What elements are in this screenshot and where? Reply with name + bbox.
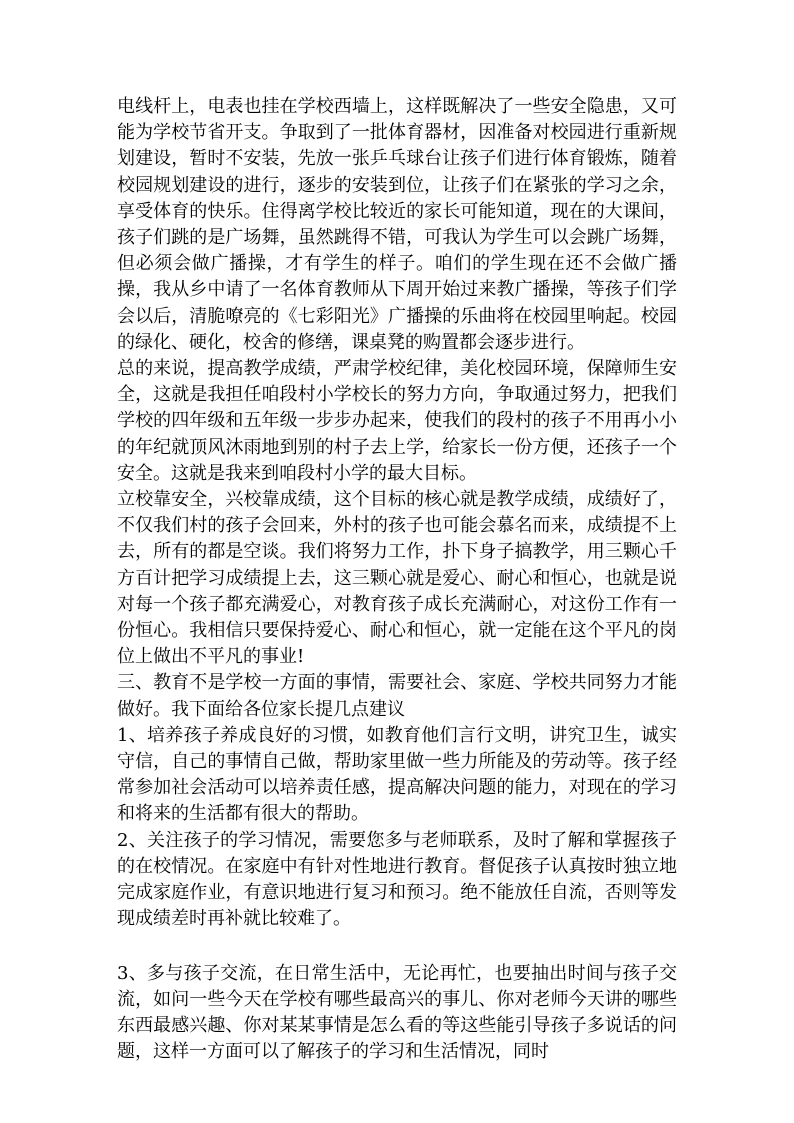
paragraph-suggestion-2: 2、关注孩子的学习情况，需要您多与老师联系，及时了解和掌握孩子的在校情况。在家庭中有针对性地进行教育。督促孩子认真按时独立地完成家庭作业，有意识地进行复习和预习。绝不能放任自流，否则等发现成绩差时再补就比较难了。 <box>117 829 677 930</box>
blank-line <box>117 933 677 961</box>
paragraph-three-hearts: 立校靠安全，兴校靠成绩，这个目标的核心就是教学成绩，成绩好了，不仅我们村的孩子会回来，外村的孩子也可能会慕名而来，成绩提不上去，所有的都是空谈。我们将努力工作，扑下身子搞教学，用三颗心千方百计把学习成绩提上去，这三颗心就是爱心、耐心和恒心，也就是说对每一个孩子都充满爱心，对教育孩子成长充满耐心，对这份工作有一份恒心。我相信只要保持爱心、耐心和恒心，就一定能在这个平凡的岗位上做出不平凡的事业! <box>117 489 677 668</box>
paragraph-school-facilities: 电线杆上，电表也挂在学校西墙上，这样既解决了一些安全隐患，又可能为学校节省开支。争取到了一批体育器材，因准备对校园进行重新规划建设，暂时不安装，先放一张乒乓球台让孩子们进行体育锻炼，随着校园规划建设的进行，逐步的安装到位，让孩子们在紧张的学习之余，享受体育的快乐。住得离学校比较近的家长可能知道，现在的大课间，孩子们跳的是广场舞，虽然跳得不错，可我认为学生可以会跳广场舞，但必须会做广播操，才有学生的样子。咱们的学生现在还不会做广播操，我从乡中请了一名体育教师从下周开始过来教广播操，等孩子们学会以后，清脆嘹亮的《七彩阳光》广播操的乐曲将在校园里响起。校园的绿化、硬化，校舍的修缮，课桌凳的购置都会逐步进行。 <box>117 96 677 353</box>
paragraph-suggestion-1: 1、培养孩子养成良好的习惯，如教育他们言行文明，讲究卫生，诚实守信，自己的事情自己做，帮助家里做一些力所能及的劳动等。孩子经常参加社会活动可以培养责任感，提高解决问题的能力，对现在的学习和将来的生活都有很大的帮助。 <box>117 724 677 825</box>
document-page <box>117 94 677 1065</box>
paragraph-section-three-heading: 三、教育不是学校一方面的事情，需要社会、家庭、学校共同努力才能做好。我下面给各位家长提几点建议 <box>117 672 677 720</box>
paragraph-summary-goals: 总的来说，提高教学成绩，严肃学校纪律，美化校园环境，保障师生安全，这就是我担任咱段村小学校长的努力方向，争取通过努力，把我们学校的四年级和五年级一步步办起来，使我们的段村的孩子不用再小小的年纪就顶风沐雨地到别的村子去上学，给家长一份方便，还孩子一个安全。这就是我来到咱段村小学的最大目标。 <box>117 358 677 484</box>
paragraph-suggestion-3: 3、多与孩子交流，在日常生活中，无论再忙，也要抽出时间与孩子交流，如问一些今天在学校有哪些最高兴的事儿、你对老师今天讲的哪些东西最感兴趣、你对某某事情是怎么看的等这些能引导孩子多说话的问题，这样一方面可以了解孩子的学习和生活情况，同时 <box>117 962 677 1063</box>
